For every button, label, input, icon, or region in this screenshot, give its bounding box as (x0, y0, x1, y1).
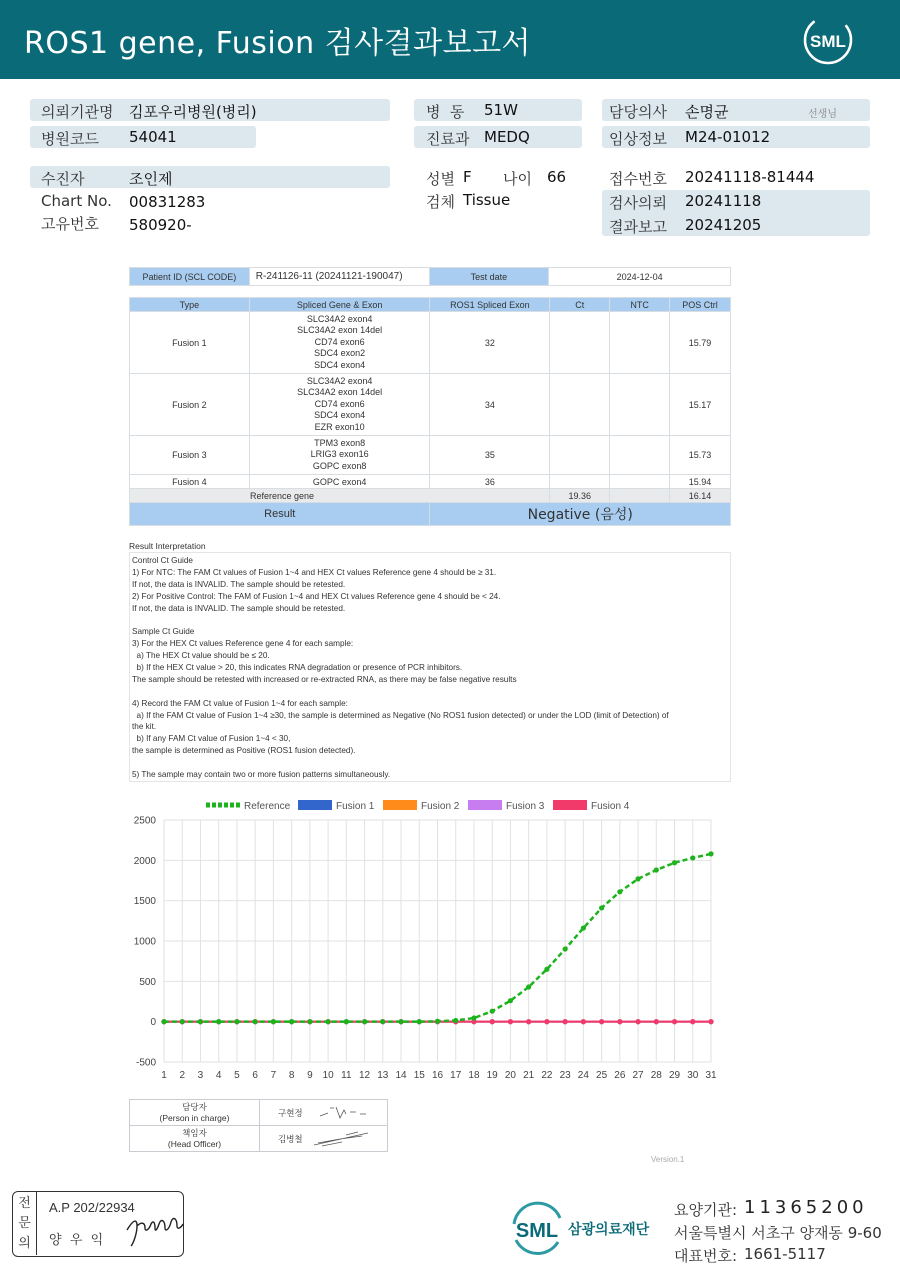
dept-value: MEDQ (484, 128, 530, 146)
ntc-cell (610, 436, 670, 475)
ct-cell (550, 436, 610, 475)
data-point (344, 1019, 349, 1024)
dept-label: 진료과 (426, 130, 470, 148)
table-row (130, 374, 731, 436)
request-value: 20241118 (685, 192, 762, 210)
table-row (130, 436, 731, 475)
interpretation-line (132, 757, 728, 769)
data-point (563, 946, 568, 951)
genes-cell (249, 475, 430, 489)
ct-cell (550, 475, 610, 489)
data-point (234, 1019, 239, 1024)
specimen-value: Tissue (463, 191, 511, 209)
x-tick-label: 23 (559, 1070, 571, 1081)
data-point (544, 967, 549, 972)
x-tick-label: 4 (215, 1070, 222, 1081)
legend-label: Fusion 3 (506, 801, 545, 812)
person-sign-cell (260, 1100, 388, 1126)
x-tick-label: 26 (614, 1070, 626, 1081)
stamp-side-char: 의 (18, 1236, 31, 1251)
age-label: 나이 (503, 170, 532, 188)
x-tick-label: 6 (252, 1070, 258, 1081)
y-tick-label: 2000 (133, 855, 156, 867)
gene-item: SDC4 exon2 (314, 348, 366, 359)
data-point (216, 1019, 221, 1024)
gene-item: CD74 exon6 (314, 398, 365, 409)
genes-cell (249, 436, 430, 475)
data-point (453, 1018, 458, 1023)
ntc-cell (610, 312, 670, 374)
patient-id-label: Patient ID (SCL CODE) (130, 268, 250, 286)
interpretation-line: the sample is determined as Positive (ROS1 fusion detected). (132, 746, 356, 756)
gene-item: SLC34A2 exon4 (306, 375, 373, 386)
ntc-cell (610, 374, 670, 436)
interpretation-line: If not, the data is INVALID. The sample should be retested. (132, 579, 346, 589)
y-tick-label: 500 (139, 976, 156, 988)
data-point (289, 1019, 294, 1024)
col-header-ntc: NTC (610, 298, 670, 312)
x-tick-label: 5 (234, 1070, 240, 1081)
x-tick-label: 12 (359, 1070, 371, 1081)
report-header (0, 0, 900, 79)
x-tick-label: 9 (307, 1070, 313, 1081)
signature-mark-icon (318, 1104, 368, 1122)
hospital-code-label: 병원코드 (41, 130, 99, 148)
x-tick-label: 27 (632, 1070, 644, 1081)
phone-label: 대표번호: (674, 1247, 738, 1265)
specimen-label: 검체 (426, 193, 455, 211)
type-cell: Fusion 2 (130, 374, 250, 436)
legend-label: Fusion 2 (421, 801, 460, 812)
interpretation-line: 4) Record the FAM Ct value of Fusion 1~4 for each sample: (132, 698, 348, 708)
data-point (471, 1015, 476, 1020)
genes-cell (249, 374, 430, 436)
head-name: 김병철 (278, 1133, 303, 1144)
data-point (180, 1019, 185, 1024)
genes-cell (249, 312, 430, 374)
x-tick-label: 17 (450, 1070, 462, 1081)
y-tick-label: 1000 (133, 936, 156, 948)
patient-value: 조인제 (129, 170, 173, 188)
data-point (617, 889, 622, 894)
interpretation-line: b) If the HEX Ct value > 20, this indicates RNA degradation or presence of PCR inhibitors. (132, 663, 463, 673)
gene-item: SLC34A2 exon4 (306, 313, 373, 324)
ct-cell (550, 312, 610, 374)
version-label: Version.1 (651, 1155, 685, 1164)
ward-label: 병 동 (426, 103, 465, 121)
interpretation-line: the kit. (132, 722, 157, 732)
data-point (635, 1019, 640, 1024)
sex-label: 성별 (426, 170, 455, 188)
interpretation-line (132, 614, 728, 626)
org-logo (508, 1200, 668, 1258)
gene-item: TPM3 exon8 (314, 437, 366, 448)
x-tick-label: 7 (270, 1070, 277, 1081)
stamp-side-char: 전 (18, 1196, 31, 1211)
x-tick-label: 18 (468, 1070, 480, 1081)
data-point (581, 1019, 586, 1024)
test-date-label: Test date (429, 268, 549, 286)
data-point (708, 1019, 713, 1024)
interpretation-line: Sample Ct Guide (132, 627, 195, 637)
signature-mark-icon (312, 1129, 372, 1149)
interpretation-line: 2) For Positive Control: The FAM of Fusion 1~4 and HEX Ct values Reference gene 4 should be < 24. (132, 591, 501, 601)
person-title: 담당자 (182, 1101, 207, 1112)
data-point (435, 1019, 440, 1024)
data-point (161, 1019, 166, 1024)
gene-item: SDC4 exon4 (314, 359, 366, 370)
report-date-value: 20241205 (685, 216, 762, 234)
table-row (130, 475, 731, 489)
clinical-label: 임상정보 (609, 130, 667, 148)
x-tick-label: 25 (596, 1070, 608, 1081)
interpretation-line: The sample should be retested with increased or re-extracted RNA, as there may be false negative results (132, 674, 517, 684)
patient-id-table (129, 267, 731, 286)
handwritten-signature-icon (123, 1200, 185, 1250)
data-point (362, 1019, 367, 1024)
person-name: 구현정 (278, 1107, 303, 1118)
data-point (398, 1019, 403, 1024)
institution-value: 김포우리병원(병리) (129, 103, 257, 121)
svg-text:SML: SML (515, 1220, 559, 1242)
pos-cell: 15.17 (670, 374, 731, 436)
pos-cell: 15.73 (670, 436, 731, 475)
exon-cell: 32 (430, 312, 550, 374)
signature-table (129, 1099, 388, 1152)
results-table (129, 297, 731, 526)
data-point (617, 1019, 622, 1024)
doctor-label: 담당의사 (609, 103, 667, 121)
legend-swatch (383, 800, 417, 810)
gene-item: LRIG3 exon16 (310, 449, 369, 460)
x-tick-label: 3 (197, 1070, 204, 1081)
reference-pos: 16.14 (670, 489, 731, 503)
table-row (130, 312, 731, 374)
x-tick-label: 22 (541, 1070, 553, 1081)
data-point (326, 1019, 331, 1024)
legend-swatch (298, 800, 332, 810)
x-tick-label: 20 (504, 1070, 516, 1081)
gene-item: EZR exon10 (314, 421, 365, 432)
person-in-charge-title (130, 1100, 260, 1126)
person-sub: (Person in charge) (159, 1112, 230, 1123)
data-point (271, 1019, 276, 1024)
receipt-label: 접수번호 (609, 170, 667, 188)
head-sub: (Head Officer) (167, 1138, 222, 1149)
x-tick-label: 21 (523, 1070, 535, 1081)
chart-label: Chart No. (41, 192, 112, 210)
specialist-stamp (12, 1191, 184, 1257)
hospital-code-value: 54041 (129, 128, 177, 146)
gene-item: GOPC exon4 (312, 476, 367, 487)
gene-item: SLC34A2 exon 14del (297, 325, 383, 336)
age-value: 66 (547, 168, 567, 186)
col-header-pos: POS Ctrl (670, 298, 731, 312)
data-point (654, 1019, 659, 1024)
legend-label: Fusion 1 (336, 801, 375, 812)
ward-value: 51W (484, 101, 518, 119)
legend-swatch (553, 800, 587, 810)
data-point (490, 1009, 495, 1014)
reference-ct: 19.36 (550, 489, 610, 503)
type-cell: Fusion 3 (130, 436, 250, 475)
phone-value: 1661-5117 (744, 1245, 826, 1263)
head-title: 책임자 (182, 1127, 207, 1138)
x-tick-label: 15 (413, 1070, 425, 1081)
exon-cell: 34 (430, 374, 550, 436)
interpretation-line: Control Ct Guide (132, 556, 193, 565)
interpretation-line: a) If the FAM Ct value of Fusion 1~4 ≥30, the sample is determined as Negative (No ROS1 fusion detected) or under the LOD (limit of Detection) of (132, 710, 669, 720)
stamp-side-char: 문 (18, 1216, 31, 1231)
data-point (544, 1019, 549, 1024)
x-tick-label: 8 (288, 1070, 295, 1081)
reference-row (130, 489, 731, 503)
interpretation-line: a) The HEX Ct value should be ≤ 20. (132, 651, 270, 661)
data-point (708, 851, 713, 856)
amplification-chart (120, 795, 730, 1085)
sml-logo-icon (802, 14, 854, 66)
doctor-value: 손명균 (685, 103, 729, 121)
ct-cell (550, 374, 610, 436)
type-cell: Fusion 4 (130, 475, 250, 489)
chart-value: 00831283 (129, 193, 206, 211)
reference-label: Reference gene (130, 489, 550, 503)
unique-label: 고유번호 (41, 215, 99, 233)
interpretation-line: 3) For the HEX Ct values Reference gene 4 for each sample: (132, 639, 354, 649)
data-point (599, 1019, 604, 1024)
pos-cell: 15.94 (670, 475, 731, 489)
x-tick-label: 2 (179, 1070, 186, 1081)
y-tick-label: -500 (135, 1057, 156, 1069)
x-tick-label: 11 (341, 1070, 352, 1081)
col-header-ct: Ct (550, 298, 610, 312)
data-point (690, 855, 695, 860)
doctor-suffix: 선생님 (808, 109, 837, 120)
data-point (599, 905, 604, 910)
data-point (635, 876, 640, 881)
x-tick-label: 14 (395, 1070, 407, 1081)
result-value: Negative (음성) (430, 503, 731, 526)
data-point (417, 1019, 422, 1024)
data-point (526, 1019, 531, 1024)
org-name: 삼광의료재단 (568, 1222, 650, 1238)
result-label: Result (130, 503, 430, 526)
gene-item: SDC4 exon4 (314, 410, 366, 421)
pos-cell: 15.79 (670, 312, 731, 374)
x-tick-label: 28 (650, 1070, 662, 1081)
stamp-side (13, 1192, 37, 1255)
svg-text:SML: SML (810, 32, 846, 51)
code-label: 요양기관: (674, 1201, 738, 1219)
unique-value: 580920- (129, 216, 192, 234)
data-point (508, 1019, 513, 1024)
legend-swatch (468, 800, 502, 810)
interpretation-box (129, 552, 731, 782)
sml-logo-icon (508, 1200, 566, 1258)
legend-label: Reference (244, 801, 291, 812)
data-point (690, 1019, 695, 1024)
interpretation-line (132, 686, 728, 698)
data-point (672, 860, 677, 865)
x-tick-label: 19 (486, 1070, 498, 1081)
x-tick-label: 1 (161, 1070, 167, 1081)
ntc-cell (610, 475, 670, 489)
data-point (253, 1019, 258, 1024)
interpretation-line: 1) For NTC: The FAM Ct values of Fusion 1~4 and HEX Ct values Reference gene 4 should be ≥ 31. (132, 567, 497, 577)
request-label: 검사의뢰 (609, 194, 667, 212)
data-point (563, 1019, 568, 1024)
x-tick-label: 30 (687, 1070, 699, 1081)
reference-ntc (610, 489, 670, 503)
stamp-name: 양 우 익 (49, 1233, 104, 1248)
x-tick-label: 13 (377, 1070, 389, 1081)
report-date-label: 결과보고 (609, 218, 667, 236)
y-tick-label: 0 (150, 1017, 156, 1029)
x-tick-label: 24 (577, 1070, 589, 1081)
head-officer-title (130, 1126, 260, 1152)
receipt-value: 20241118-81444 (685, 168, 815, 186)
head-sign-cell (260, 1126, 388, 1152)
data-point (198, 1019, 203, 1024)
gene-item: GOPC exon8 (312, 460, 367, 471)
interpretation-line: 5) The sample may contain two or more fusion patterns simultaneously. (132, 770, 391, 780)
code-value: 11365200 (744, 1197, 868, 1218)
type-cell: Fusion 1 (130, 312, 250, 374)
interpretation-line: b) If any FAM Ct value of Fusion 1~4 < 30, (132, 734, 291, 744)
data-point (526, 984, 531, 989)
patient-label: 수진자 (41, 170, 85, 188)
clinical-value: M24-01012 (685, 128, 771, 146)
y-tick-label: 2500 (133, 815, 156, 827)
data-point (508, 998, 513, 1003)
data-point (307, 1019, 312, 1024)
interpretation-line: If not, the data is INVALID. The sample should be retested. (132, 603, 346, 613)
x-tick-label: 10 (322, 1070, 334, 1081)
exon-cell: 35 (430, 436, 550, 475)
test-date-value: 2024-12-04 (549, 268, 731, 286)
exon-cell: 36 (430, 475, 550, 489)
x-tick-label: 16 (431, 1070, 444, 1081)
data-point (581, 925, 586, 930)
institution-label: 의뢰기관명 (41, 103, 114, 121)
y-tick-label: 1500 (133, 896, 156, 908)
result-row (130, 503, 731, 526)
interpretation-title: Result Interpretation (129, 541, 206, 551)
col-header-genes: Spliced Gene & Exon (249, 298, 430, 312)
data-point (654, 867, 659, 872)
report-title: ROS1 gene, Fusion 검사결과보고서 (24, 26, 532, 61)
x-tick-label: 29 (668, 1070, 681, 1081)
stamp-number: A.P 202/22934 (49, 1200, 135, 1215)
x-tick-label: 31 (705, 1070, 717, 1081)
address: 서울특별시 서초구 양재동 9-60 (674, 1224, 882, 1242)
data-point (490, 1019, 495, 1024)
col-header-type: Type (130, 298, 250, 312)
patient-id-value: R-241126-11 (20241121-190047) (249, 268, 429, 286)
gene-item: CD74 exon6 (314, 336, 365, 347)
sex-value: F (463, 168, 472, 186)
col-header-exon: ROS1 Spliced Exon (430, 298, 550, 312)
legend-label: Fusion 4 (591, 801, 630, 812)
data-point (380, 1019, 385, 1024)
gene-item: SLC34A2 exon 14del (297, 387, 383, 398)
data-point (672, 1019, 677, 1024)
